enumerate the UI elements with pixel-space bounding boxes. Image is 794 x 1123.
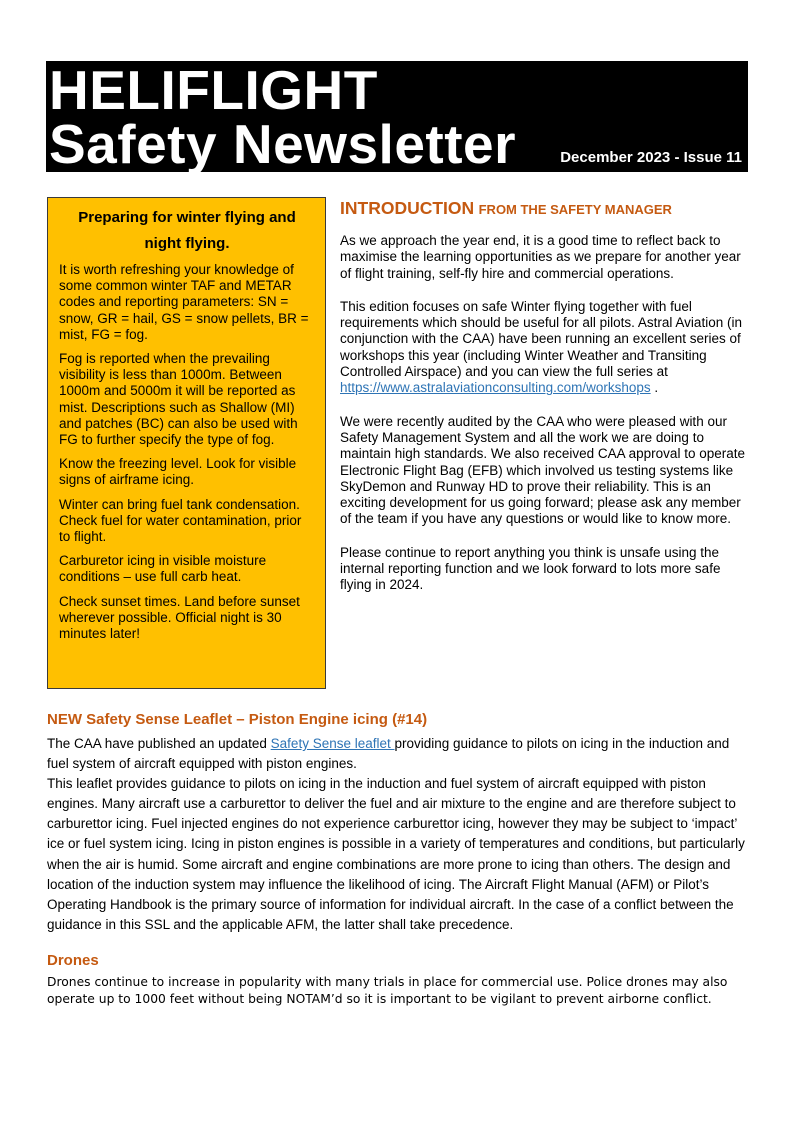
sidebar-paragraph: Check sunset times. Land before sunset wherever possible. Official night is 30 minutes later! (59, 593, 300, 642)
intro-paragraph: Please continue to report anything you think is unsafe using the internal reporting function and we look forward to lots more safe flying in 2024. (340, 544, 721, 593)
introduction-heading (340, 198, 750, 219)
sidebar-paragraph: Winter can bring fuel tank condensation. Check fuel for water contamination, prior to flight. (59, 496, 302, 545)
workshops-link[interactable]: https://www.astralaviationconsulting.com/workshops (340, 380, 651, 396)
safety-sense-leaflet-section (47, 711, 752, 935)
newsletter-title-line1: HELIFLIGHT (49, 59, 378, 121)
safety-sense-leaflet-link[interactable]: Safety Sense leaflet (270, 736, 395, 751)
masthead (46, 59, 748, 175)
sidebar-paragraph: Know the freezing level. Look for visible signs of airframe icing. (59, 456, 297, 488)
intro-paragraph-workshops (340, 299, 750, 397)
introduction-heading-sub: FROM THE SAFETY MANAGER (478, 202, 672, 217)
sidebar-paragraph: It is worth refreshing your knowledge of some common winter TAF and METAR codes and reporting parameters: SN = snow, GR = hail, GS = snow pellets, BR = mist, FG = fog. (59, 262, 309, 342)
intro-paragraph: We were recently audited by the CAA who were pleased with our Safety Management System and all the work we are doing to maintain high standards. We also received CAA approval to operate Electronic Flight Bag (EFB) which involved us testing systems like SkyDemon and Runway HD to prove their reliability. This is an exciting development for us going forward; please ask any member of the team if you have any questions or would like to know more. (340, 413, 745, 527)
intro-paragraph-end: . (650, 380, 659, 396)
drones-section (47, 952, 752, 1008)
leaflet-body: This leaflet provides guidance to pilots on icing in the induction and fuel system of aircraft equipped with piston engines. Many aircraft use a carburettor to deliver the fuel and air mixture to the engine and are therefore subject to carburettor icing. Fuel injected engines do not experience carburettor icing, however they may be subject to ‘impact’ ice or fuel system icing. Icing in piston engines is possible in a variety of temperatures and conditions, but particularly when the air is humid. Some aircraft and engine combinations are more prone to icing than others. The design and location of the induction system may influence the likelihood of icing. The Aircraft Flight Manual (AFM) or Pilot’s Operating Handbook is the primary source of information for individual aircraft. In the case of a conflict between the guidance in this SSL and the applicable AFM, the latter shall take precedence. (47, 776, 745, 932)
leaflet-intro-text-end: providing guidance to pilots on icing in the induction and fuel system of aircraft equipped with piston engines. (47, 736, 730, 772)
drones-heading: Drones (47, 952, 99, 969)
issue-date: December 2023 - Issue 11 (560, 149, 742, 166)
introduction-heading-main: INTRODUCTION (340, 198, 475, 218)
sidebar-paragraph: Carburetor icing in visible moisture conditions – use full carb heat. (59, 553, 267, 585)
leaflet-intro (47, 734, 752, 774)
newsletter-title-line2: Safety Newsletter (49, 113, 517, 175)
sidebar-paragraph: Fog is reported when the prevailing visibility is less than 1000m. Between 1000m and 5000m it will be reported as mist. Descriptions such as Shallow (MI) and patches (BC) can also be used with FG to further specify the type of fog. (59, 351, 298, 448)
leaflet-intro-text: The CAA have published an updated (47, 736, 271, 751)
intro-paragraph: As we approach the year end, it is a good time to reflect back to maximise the learning opportunities as we prepare for another year of flight training, self-fly hire and commercial operations. (340, 233, 741, 281)
introduction-section (340, 198, 750, 611)
drones-body: Drones continue to increase in popularity with many trials in place for commercial use. Police drones may also operate up to 1000 feet without being NOTAM’d so it is important to be vigilant to prevent airborne conflict. (47, 975, 728, 1006)
leaflet-heading: NEW Safety Sense Leaflet – Piston Engine icing (#14) (47, 711, 428, 728)
sidebar-title: Preparing for winter flying and night flying. (78, 209, 296, 252)
intro-paragraph-text: This edition focuses on safe Winter flying together with fuel requirements which should be useful for all pilots. Astral Aviation (in conjunction with the CAA) have been running an excellent series of workshops this year (including Winter Weather and Transiting Controlled Airspace) and you can view the full series at (340, 298, 742, 380)
winter-tips-sidebar (47, 197, 326, 689)
